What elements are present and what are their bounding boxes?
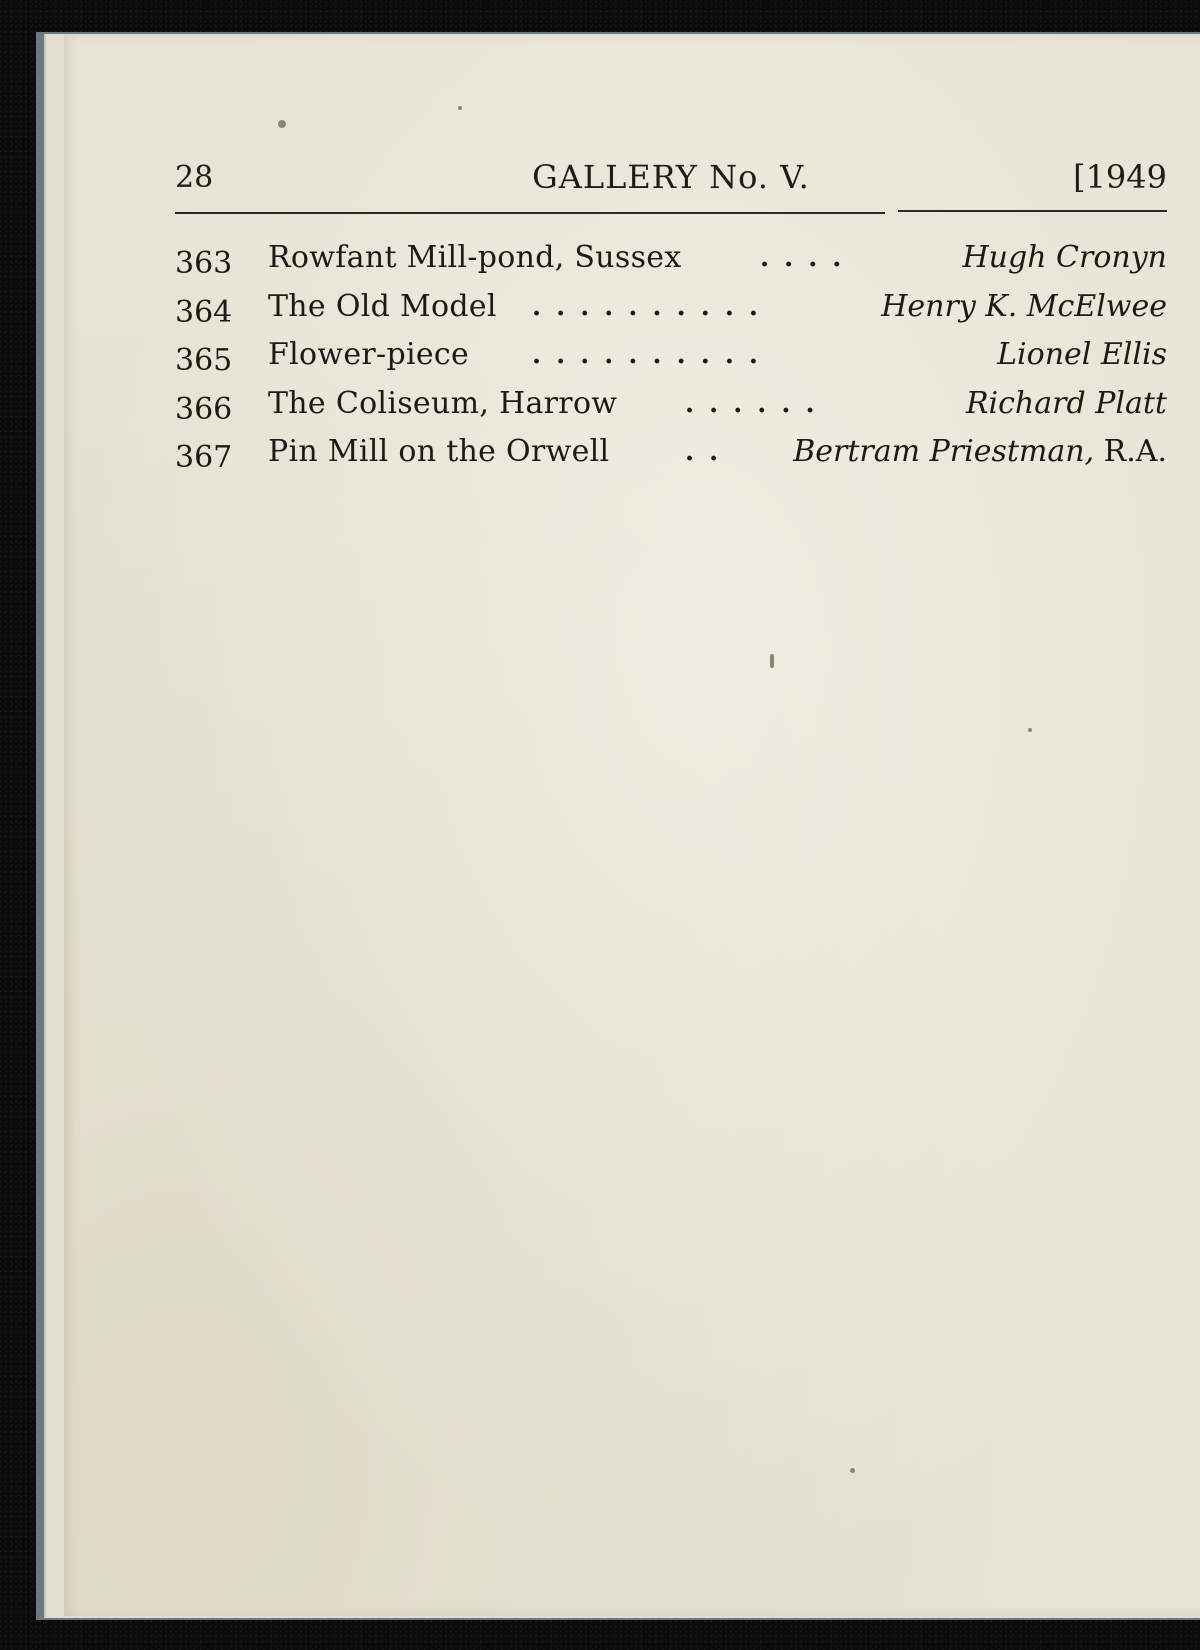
artist-name: Richard Platt xyxy=(965,385,1167,421)
page-header xyxy=(175,150,1167,200)
entry-title: The Coliseum, Harrow xyxy=(268,385,618,421)
entry-number: 366 xyxy=(175,391,233,427)
paper-speck xyxy=(458,106,462,110)
entry-leader: . . . . . . . . . . xyxy=(532,291,761,322)
entry-artist xyxy=(963,238,1168,278)
artist-name: Bertram Priestman, xyxy=(793,434,1095,469)
page-number: 28 xyxy=(175,160,214,195)
entry-number: 364 xyxy=(175,294,233,330)
entry-leader: . . xyxy=(685,437,722,467)
entry-leader: . . . . . . xyxy=(685,388,818,419)
artist-name: Lionel Ellis xyxy=(997,337,1167,372)
entry-artist xyxy=(966,384,1167,424)
catalogue-entry-366 xyxy=(175,384,1167,433)
artist-name: Hugh Cronyn xyxy=(962,240,1167,275)
catalogue-entry-364 xyxy=(175,287,1167,336)
artist-honour: R.A. xyxy=(1103,434,1167,469)
catalogue-entries xyxy=(175,238,1167,481)
entry-title: Pin Mill on the Orwell xyxy=(268,434,610,469)
entry-artist xyxy=(881,287,1167,327)
artist-name: Henry K. McElwee xyxy=(881,288,1167,324)
entry-number: 363 xyxy=(175,246,233,281)
entry-title: The Old Model xyxy=(268,288,497,324)
entry-artist xyxy=(997,335,1167,375)
entry-artist xyxy=(793,432,1167,472)
header-rule-left xyxy=(175,212,885,214)
entry-number: 365 xyxy=(175,343,233,378)
catalogue-entry-363 xyxy=(175,238,1167,287)
paper-speck xyxy=(850,1468,855,1473)
paper-speck xyxy=(770,654,774,668)
year-label: [1949 xyxy=(1073,158,1167,196)
entry-number: 367 xyxy=(175,440,233,475)
paper-speck xyxy=(278,120,286,128)
entry-leader: . . . . . . . . . . xyxy=(532,340,761,370)
entry-title: Flower-piece xyxy=(268,337,470,372)
catalogue-entry-365 xyxy=(175,335,1167,384)
catalogue-entry-367 xyxy=(175,432,1167,481)
entry-leader: . . . . xyxy=(760,243,845,273)
gallery-title: GALLERY No. V. xyxy=(532,158,810,196)
entry-title: Rowfant Mill-pond, Sussex xyxy=(268,240,682,275)
paper-speck xyxy=(1028,728,1032,732)
header-rule-right xyxy=(898,210,1167,212)
